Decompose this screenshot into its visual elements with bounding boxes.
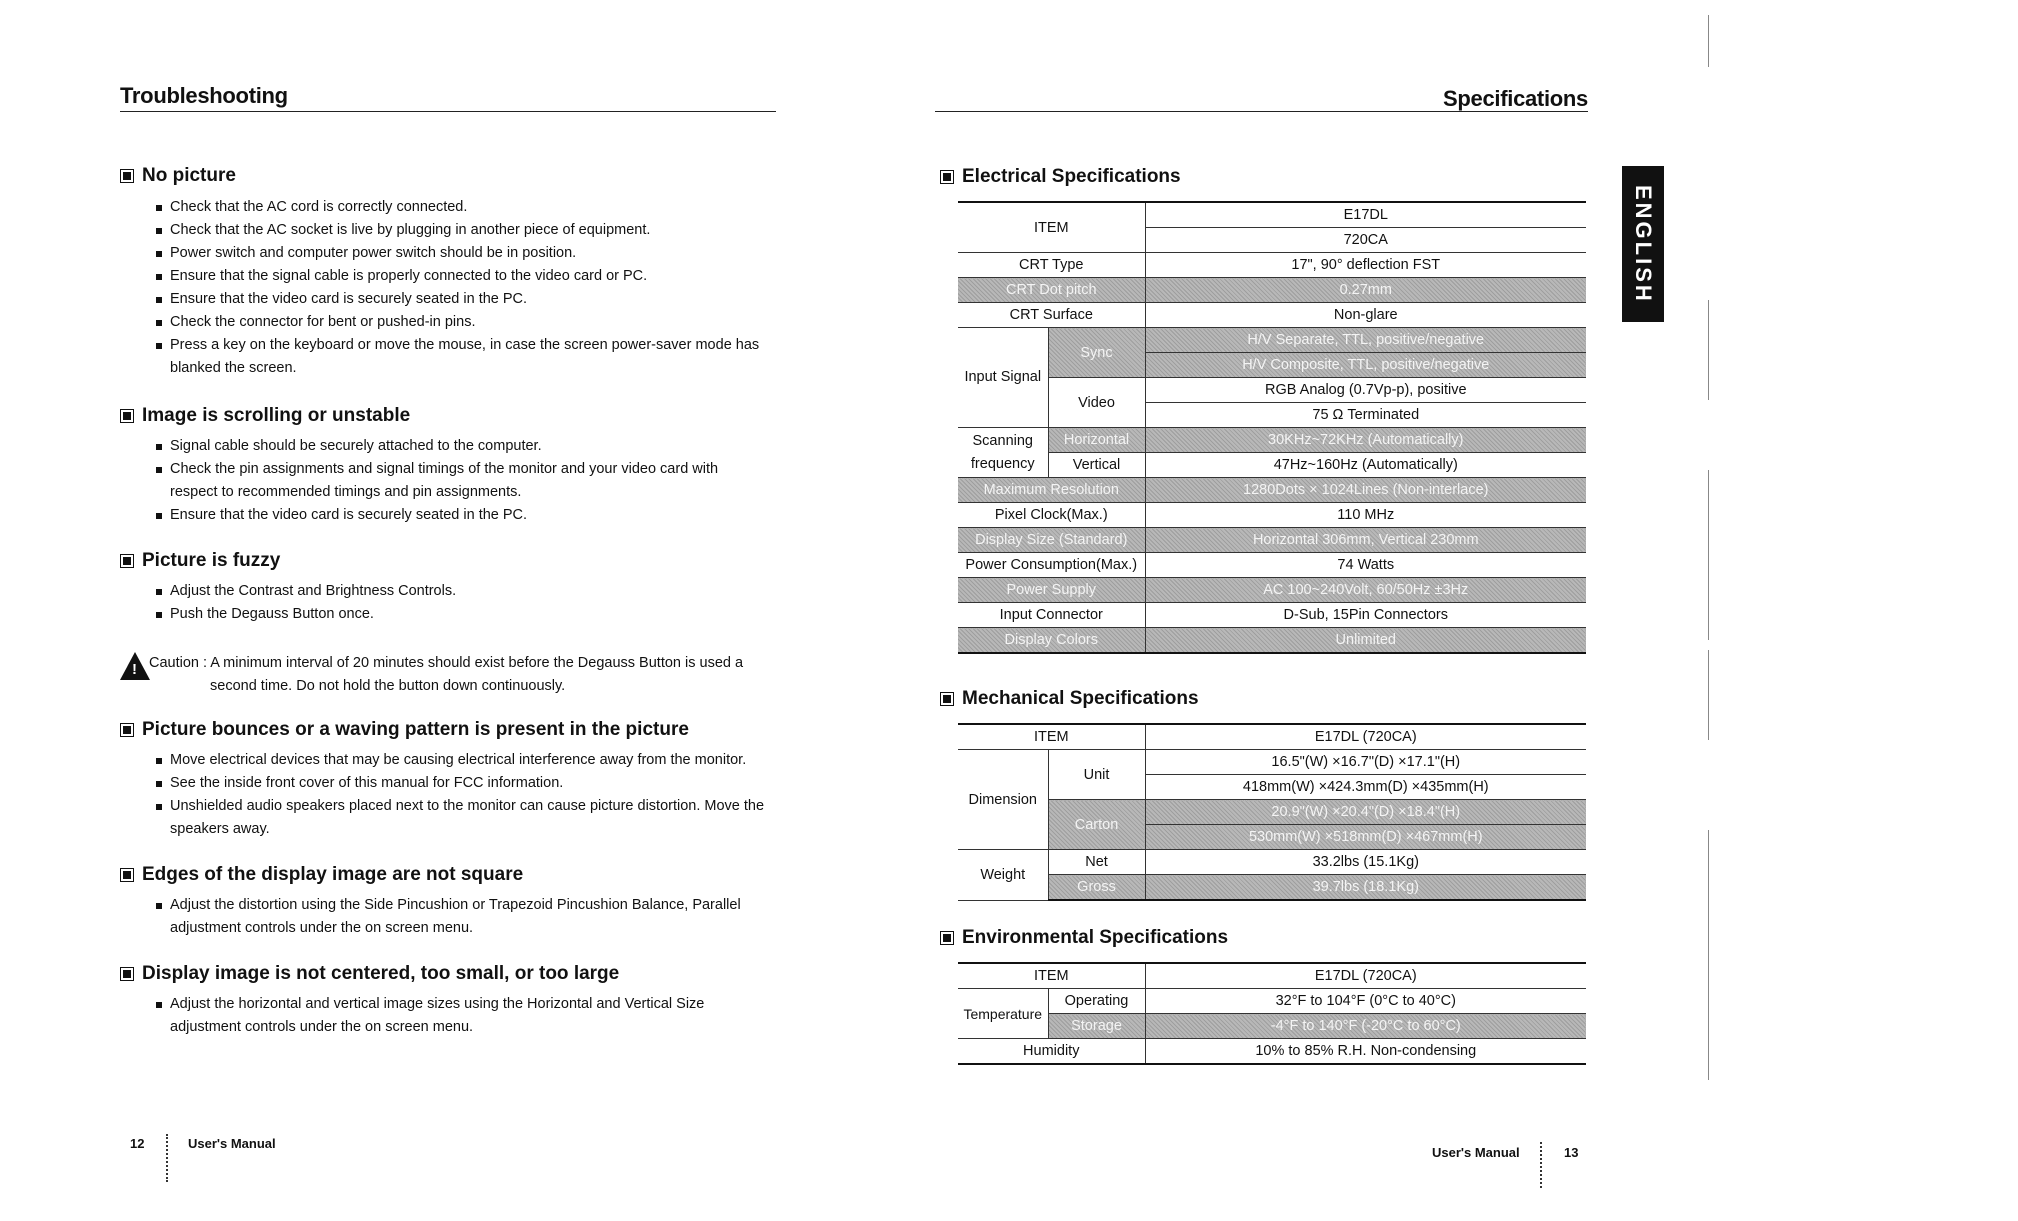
item-header: ITEM [958,963,1145,989]
mechanical-spec-table [958,723,1586,901]
row-label: Humidity [958,1039,1145,1065]
row-sublabel: Sync [1048,328,1145,378]
row-label: Display Size (Standard) [958,528,1145,553]
edge-mark [1708,650,1709,740]
square-bullet-icon [120,169,134,183]
list-item: See the inside front cover of this manual for FCC information. [154,772,810,795]
square-bullet-icon [940,170,954,184]
table-row [958,478,1586,503]
list-item: Check the connector for bent or pushed-in pins. [154,311,810,334]
row-label: CRT Surface [958,303,1145,328]
table-row [958,528,1586,553]
row-label-input-signal: Input Signal [958,328,1048,428]
square-bullet-icon [120,967,134,981]
table-row [958,875,1586,901]
table-row [958,724,1586,750]
environmental-spec-table [958,962,1586,1065]
section-heading-environmental: Environmental Specifications [940,927,1228,949]
section-heading-no-picture: No picture [120,165,236,187]
row-sublabel: Video [1048,378,1145,428]
footer-divider [1540,1142,1542,1188]
row-value: 1280Dots × 1024Lines (Non-interlace) [1145,478,1586,503]
row-value: 32°F to 104°F (0°C to 40°C) [1145,989,1586,1014]
row-value: 75 Ω Terminated [1145,403,1586,428]
section-heading-bounces: Picture bounces or a waving pattern is present in the picture [120,719,689,741]
row-value: 33.2lbs (15.1Kg) [1145,850,1586,875]
list-item: Power switch and computer power switch should be in position. [154,242,810,265]
caution-line-1: Caution : A minimum interval of 20 minutes should exist before the Degauss Button is used a [149,655,744,671]
row-label-weight: Weight [958,850,1048,901]
list-item: Unshielded audio speakers placed next to the monitor can cause picture distortion. Move the speakers away. [154,795,770,841]
row-value: -4°F to 140°F (-20°C to 60°C) [1145,1014,1586,1039]
list-item: Adjust the Contrast and Brightness Controls. [154,580,810,603]
section-heading-scrolling: Image is scrolling or unstable [120,405,410,427]
row-value: RGB Analog (0.7Vp-p), positive [1145,378,1586,403]
item-header: ITEM [958,724,1145,750]
footer-text: User's Manual [188,1136,276,1151]
list-item: Check that the AC socket is live by plugging in another piece of equipment. [154,219,810,242]
row-value: 16.5"(W) ×16.7"(D) ×17.1"(H) [1145,750,1586,775]
row-label: Power Consumption(Max.) [958,553,1145,578]
row-value: 110 MHz [1145,503,1586,528]
edge-mark [1708,15,1709,67]
row-sublabel: Gross [1048,875,1145,901]
list-item: Signal cable should be securely attached to the computer. [154,435,810,458]
title-rule [935,111,1588,112]
row-value: 47Hz~160Hz (Automatically) [1145,453,1586,478]
list-item: Check that the AC cord is correctly connected. [154,196,810,219]
row-label-temperature: Temperature [958,989,1048,1039]
table-row [958,1014,1586,1039]
row-sublabel: Storage [1048,1014,1145,1039]
model-header: E17DL (720CA) [1145,963,1586,989]
list-item: Move electrical devices that may be causing electrical interference away from the monitor. [154,749,810,772]
section-heading-fuzzy: Picture is fuzzy [120,550,280,572]
table-row [958,1039,1586,1065]
table-row [958,503,1586,528]
row-label-dimension: Dimension [958,750,1048,850]
table-row [958,578,1586,603]
row-value: Non-glare [1145,303,1586,328]
square-bullet-icon [120,409,134,423]
row-value: 10% to 85% R.H. Non-condensing [1145,1039,1586,1065]
row-value: 30KHz~72KHz (Automatically) [1145,428,1586,453]
page-number: 12 [130,1136,145,1151]
list-item: Press a key on the keyboard or move the mouse, in case the screen power-saver mode has blanked the screen. [154,334,790,380]
row-value: Unlimited [1145,628,1586,654]
row-value: D-Sub, 15Pin Connectors [1145,603,1586,628]
model-header: E17DL (720CA) [1145,724,1586,750]
row-label: Maximum Resolution [958,478,1145,503]
row-label: Power Supply [958,578,1145,603]
row-label-scanning: Scanning frequency [958,428,1048,478]
page-title-troubleshooting: Troubleshooting [120,83,288,108]
footer-text: User's Manual [1432,1145,1520,1160]
item-header: ITEM [958,202,1145,253]
section-heading-not-centered: Display image is not centered, too small, or too large [120,963,619,985]
row-label: CRT Dot pitch [958,278,1145,303]
square-bullet-icon [940,692,954,706]
row-value: 530mm(W) ×518mm(D) ×467mm(H) [1145,825,1586,850]
row-label: CRT Type [958,253,1145,278]
electrical-spec-table [958,201,1586,654]
row-value: AC 100~240Volt, 60/50Hz ±3Hz [1145,578,1586,603]
row-value: 418mm(W) ×424.3mm(D) ×435mm(H) [1145,775,1586,800]
row-value: H/V Separate, TTL, positive/negative [1145,328,1586,353]
square-bullet-icon [120,723,134,737]
row-label: Pixel Clock(Max.) [958,503,1145,528]
row-value: 39.7lbs (18.1Kg) [1145,875,1586,901]
table-row [958,378,1586,403]
row-value: 74 Watts [1145,553,1586,578]
table-row [958,303,1586,328]
list-item: Ensure that the video card is securely seated in the PC. [154,504,810,527]
edge-mark [1708,830,1709,1080]
list-item: Adjust the horizontal and vertical image sizes using the Horizontal and Vertical Size adjustment controls under the on screen menu. [154,993,740,1039]
section-heading-mechanical: Mechanical Specifications [940,688,1199,710]
row-sublabel: Vertical [1048,453,1145,478]
square-bullet-icon [120,554,134,568]
table-row [958,750,1586,775]
table-row [958,850,1586,875]
table-row [958,989,1586,1014]
row-sublabel: Operating [1048,989,1145,1014]
footer-divider [166,1134,168,1182]
row-value: 20.9"(W) ×20.4"(D) ×18.4"(H) [1145,800,1586,825]
page-title-specifications: Specifications [1443,86,1588,111]
table-row [958,202,1586,228]
table-row [958,963,1586,989]
list-item: Check the pin assignments and signal timings of the monitor and your video card with respect to recommended timings and pin assignments. [154,458,760,504]
title-rule [120,111,776,112]
section-heading-electrical: Electrical Specifications [940,166,1181,188]
table-row [958,603,1586,628]
row-sublabel: Net [1048,850,1145,875]
model-header: E17DL [1145,202,1586,228]
table-row [958,553,1586,578]
table-row [958,628,1586,654]
section-heading-edges: Edges of the display image are not square [120,864,523,886]
language-tab: ENGLISH [1622,166,1664,322]
square-bullet-icon [120,868,134,882]
model-code: 720CA [1145,228,1586,253]
row-value: Horizontal 306mm, Vertical 230mm [1145,528,1586,553]
row-value: 0.27mm [1145,278,1586,303]
table-row [958,800,1586,825]
row-sublabel: Unit [1048,750,1145,800]
list-item: Ensure that the video card is securely seated in the PC. [154,288,810,311]
row-sublabel: Horizontal [1048,428,1145,453]
row-label: Input Connector [958,603,1145,628]
table-row [958,328,1586,353]
square-bullet-icon [940,931,954,945]
list-item: Push the Degauss Button once. [154,603,810,626]
edge-mark [1708,470,1709,640]
row-sublabel: Carton [1048,800,1145,850]
edge-mark [1708,300,1709,400]
table-row [958,453,1586,478]
table-row [958,278,1586,303]
row-label: Display Colors [958,628,1145,654]
page-number: 13 [1564,1145,1579,1160]
table-row [958,253,1586,278]
warning-triangle-icon [120,652,150,680]
list-item: Adjust the distortion using the Side Pincushion or Trapezoid Pincushion Balance, Parallel adjustment controls under the on screen menu. [154,894,770,940]
row-value: 17", 90° deflection FST [1145,253,1586,278]
row-value: H/V Composite, TTL, positive/negative [1145,353,1586,378]
caution-line-2: second time. Do not hold the button down continuously. [210,678,566,694]
table-row [958,428,1586,453]
list-item: Ensure that the signal cable is properly connected to the video card or PC. [154,265,810,288]
